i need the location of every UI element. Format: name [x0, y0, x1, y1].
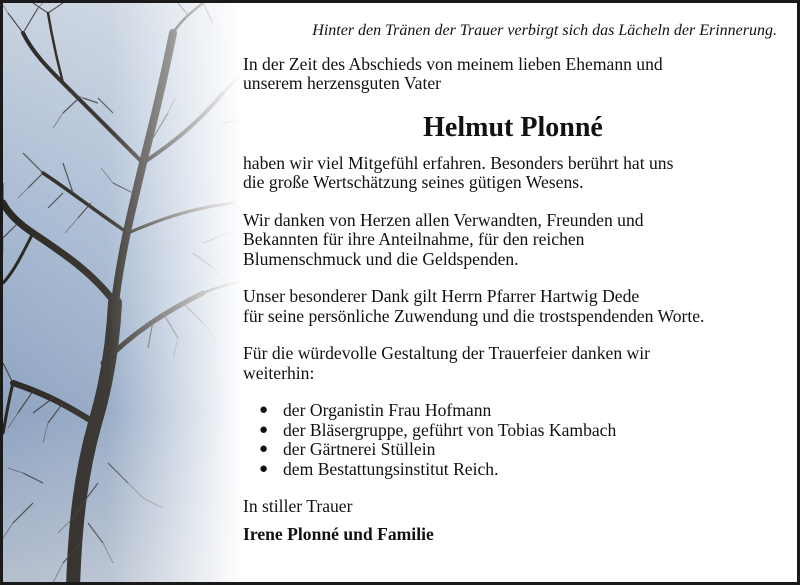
paragraph-line: die große Wertschätzung seines gütigen Wesens.	[243, 172, 584, 192]
list-item-text: der Bläsergruppe, geführt von Tobias Kambach	[283, 419, 617, 440]
motto-line: Hinter den Tränen der Trauer verbirgt sich das Lächeln der Erinnerung.	[312, 22, 777, 39]
list-item	[243, 421, 783, 441]
bullet-icon: ●	[259, 460, 269, 477]
pastor-paragraph	[243, 287, 783, 326]
list-item-text: der Organistin Frau Hofmann	[283, 400, 492, 420]
intro-paragraph	[243, 55, 783, 94]
obituary-text	[243, 21, 783, 544]
list-item-text: der Gärtnerei Stüllein	[283, 439, 436, 459]
list-item-text: dem Bestattungsinstitut Reich.	[283, 458, 499, 479]
bullet-icon: ●	[259, 402, 269, 418]
paragraph-line: haben wir viel Mitgefühl erfahren. Besonders berührt hat uns	[243, 152, 674, 173]
closing-line: In stiller Trauer	[243, 496, 353, 516]
paragraph-line: Bekannten für ihre Anteilnahme, für den reichen	[243, 229, 585, 249]
paragraph-line: Unser besonderer Dank gilt Herrn Pfarrer Hartwig Dede	[243, 286, 640, 306]
bullet-icon: ●	[259, 441, 269, 457]
thanks-list	[243, 401, 783, 479]
closing-block	[243, 497, 783, 544]
paragraph-line: Blumenschmuck und die Geldspenden.	[243, 248, 519, 269]
thanks-paragraph	[243, 211, 783, 270]
paragraph-line: Für die würdevolle Gestaltung der Trauerfeier danken wir	[243, 343, 650, 363]
signature: Irene Plonné und Familie	[243, 523, 434, 544]
intro-line: unserem herzensguten Vater	[243, 73, 442, 93]
ceremony-paragraph	[243, 344, 783, 383]
intro-line: In der Zeit des Abschieds von meinem lieben Ehemann und	[243, 53, 663, 74]
list-item	[243, 401, 783, 421]
paragraph-line: für seine persönliche Zuwendung und die trostspendenden Worte.	[243, 305, 705, 326]
compassion-paragraph	[243, 154, 783, 193]
bullet-icon: ●	[259, 421, 269, 438]
list-item	[243, 440, 783, 460]
deceased-name: Helmut Plonné	[423, 111, 603, 143]
list-item	[243, 460, 783, 480]
paragraph-line: weiterhin:	[243, 362, 315, 383]
paragraph-line: Wir danken von Herzen allen Verwandten, Freunden und	[243, 209, 644, 230]
